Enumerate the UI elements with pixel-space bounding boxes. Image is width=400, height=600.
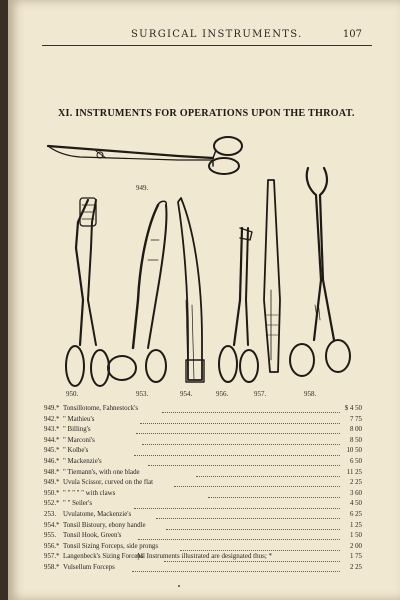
- tonsillotome-icon: [48, 137, 242, 174]
- sizing-forceps-icon: [219, 228, 258, 382]
- vulsellum-forceps-icon: [290, 168, 350, 376]
- footer-note: All Instruments illustrated are designated thus; *: [135, 552, 273, 560]
- item-description: Tonsil Bistoury, ebony handle: [63, 521, 146, 529]
- item-number: 958.*: [44, 563, 60, 571]
- instrument-price-list: [44, 405, 362, 575]
- list-item: [44, 500, 362, 511]
- item-description: " Billing's: [63, 426, 91, 434]
- dot-leader: [138, 539, 340, 540]
- list-item: [44, 479, 362, 490]
- item-description: " Marconi's: [63, 436, 95, 444]
- item-price: 8 00: [349, 426, 362, 434]
- list-item: [44, 416, 362, 427]
- dot-leader: [132, 571, 340, 572]
- item-price: 1 25: [349, 521, 362, 529]
- list-item: [44, 469, 362, 480]
- figure-label: 954.: [180, 390, 193, 398]
- item-number: 944.*: [44, 436, 60, 444]
- item-description: Uvulatome, Mackenzie's: [63, 510, 132, 518]
- dot-leader: [208, 497, 340, 498]
- item-price: $ 4 50: [344, 405, 362, 412]
- list-item: [44, 458, 362, 469]
- item-price: 6 50: [349, 457, 362, 465]
- list-item: [44, 511, 362, 522]
- running-title: SURGICAL INSTRUMENTS.: [131, 29, 303, 40]
- section-heading: XI. INSTRUMENTS FOR OPERATIONS UPON THE THROAT.: [58, 108, 355, 119]
- dot-leader: [166, 529, 340, 530]
- item-description: " " Seiler's: [63, 500, 93, 508]
- item-price: 3 60: [349, 489, 362, 497]
- list-item: [44, 447, 362, 458]
- figure-label: 953.: [136, 390, 149, 398]
- dot-leader: [134, 508, 340, 509]
- uvula-scissor-icon: [108, 201, 166, 382]
- tonsillotome-icon: [66, 198, 109, 386]
- item-description: " " " " " with claws: [63, 489, 116, 497]
- list-item: [44, 490, 362, 501]
- item-number: 957.*: [44, 553, 60, 561]
- sizing-forceps-icon: [264, 180, 280, 372]
- item-description: Tonsil Sizing Forceps, side prongs: [63, 542, 159, 550]
- figure-label: 957.: [254, 390, 267, 398]
- item-number: 955.: [44, 532, 57, 540]
- item-description: " Kolbe's: [63, 447, 89, 455]
- page-number: 107: [342, 29, 362, 40]
- item-number: 945.*: [44, 447, 60, 455]
- dot-leader: [164, 561, 340, 562]
- dot-leader: [134, 455, 340, 456]
- item-number: 952.*: [44, 500, 60, 508]
- list-item: [44, 405, 362, 416]
- item-description: " Mathieu's: [63, 415, 95, 423]
- item-price: 7 75: [349, 415, 362, 423]
- item-description: " Tiemann's, with one blade: [63, 468, 140, 476]
- dot-leader: [162, 412, 340, 413]
- item-price: 8 50: [349, 436, 362, 444]
- dot-leader: [196, 476, 340, 477]
- item-number: 948.*: [44, 468, 60, 476]
- item-price: 2 25: [349, 479, 362, 487]
- page-speck: [178, 585, 180, 587]
- item-description: Uvula Scissor, curved on the flat: [63, 479, 154, 487]
- list-item: [44, 426, 362, 437]
- item-number: 942.*: [44, 415, 60, 423]
- item-price: 4 50: [349, 500, 362, 508]
- item-description: Vulsellum Forceps: [63, 563, 115, 571]
- item-number: 946.*: [44, 457, 60, 465]
- item-description: Langenbeck's Sizing Forceps: [63, 553, 144, 561]
- item-price: 10 50: [346, 447, 362, 455]
- dot-leader: [180, 550, 340, 551]
- item-number: 253.: [44, 510, 57, 518]
- tonsil-bistoury-icon: [178, 198, 204, 382]
- catalog-page: [8, 0, 400, 600]
- item-number: 956.*: [44, 542, 60, 550]
- dot-leader: [136, 433, 340, 434]
- item-price: 2 25: [349, 563, 362, 571]
- item-number: 950.*: [44, 489, 60, 497]
- list-item: [44, 522, 362, 533]
- item-description: " Mackenzie's: [63, 457, 102, 465]
- dot-leader: [140, 423, 340, 424]
- dot-leader: [142, 444, 340, 445]
- figure-label: 949.: [136, 184, 149, 192]
- item-price: 6 25: [349, 510, 362, 518]
- item-number: 943.*: [44, 426, 60, 434]
- figure-label: 958.: [304, 390, 317, 398]
- item-price: 2 00: [349, 542, 362, 550]
- item-price: 1 50: [349, 532, 362, 540]
- item-number: 949.*: [44, 479, 60, 487]
- dot-leader: [174, 486, 340, 487]
- item-price: 11 25: [346, 468, 362, 476]
- list-item: [44, 532, 362, 543]
- item-price: 1 75: [349, 553, 362, 561]
- figure-label: 956.: [216, 390, 229, 398]
- dot-leader: [156, 518, 340, 519]
- list-item: [44, 564, 362, 575]
- figure-label: 950.: [66, 390, 79, 398]
- item-number: 949.*: [44, 405, 60, 412]
- item-description: Tonsillotome, Fahnestock's: [63, 405, 139, 412]
- item-description: Tonsil Hook, Green's: [63, 532, 122, 540]
- item-number: 954.*: [44, 521, 60, 529]
- list-item: [44, 437, 362, 448]
- dot-leader: [148, 465, 340, 466]
